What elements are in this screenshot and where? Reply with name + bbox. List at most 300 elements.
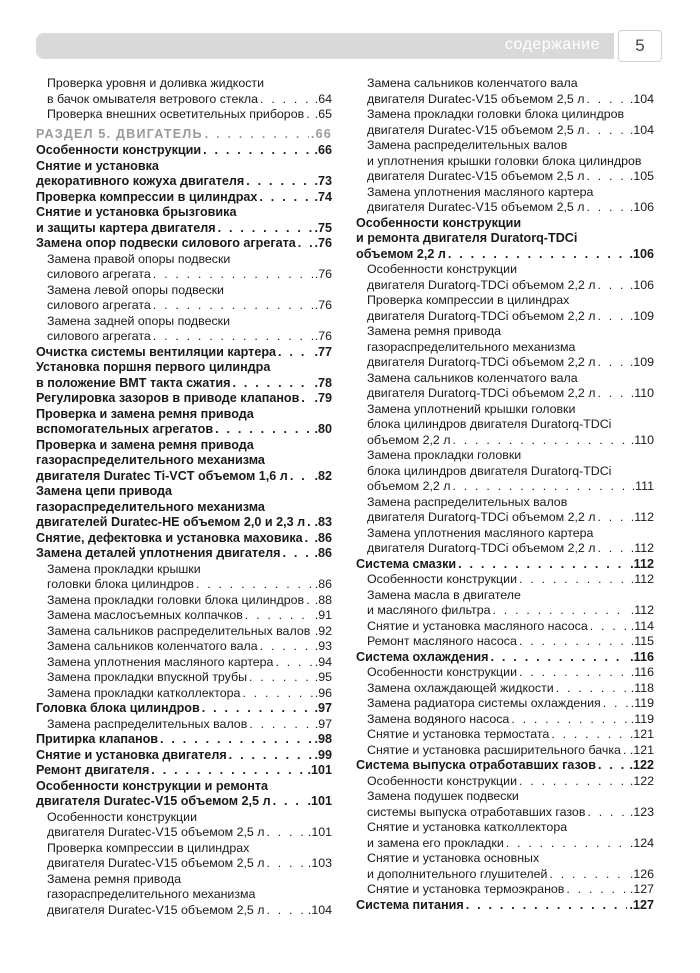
toc-entry[interactable] [36,686,332,702]
toc-entry-title: Проверка компрессии в цилиндрах [47,840,250,855]
toc-entry-title: двигателя Duratec-V15 объемом 2,5 л [47,902,265,917]
toc-page-number: .112 [630,603,654,617]
toc-page-number: .109 [629,308,654,323]
toc-entry-title: Замена распределительных валов [367,494,568,509]
toc-entry-title: Установка поршня первого цилиндра [36,360,271,374]
toc-right-column [356,76,654,913]
dot-leader [282,546,312,562]
toc-entry[interactable] [356,696,654,712]
toc-entry-line [367,882,654,898]
toc-entry-title: и замена его прокладки [367,835,504,850]
toc-entry-line [36,159,332,175]
dot-leader [260,92,313,108]
toc-entry-title: Замена маслосъемных колпачков [47,608,243,622]
dot-leader [549,867,627,883]
dot-leader [597,386,628,402]
toc-entry[interactable] [36,779,332,810]
toc-entry-title: Замена уплотнения масляного картера [47,654,274,669]
toc-entry-line [36,794,332,810]
toc-entry[interactable] [36,484,332,531]
toc-entry-line [36,531,332,547]
dot-leader [260,639,313,655]
toc-page-number: .112 [630,556,654,571]
toc-entry[interactable] [356,898,654,914]
toc-entry[interactable] [356,588,654,619]
toc-page-number: .65 [314,107,332,121]
toc-page-number: .83 [314,515,332,529]
toc-entry-title: Замена водяного насоса [367,711,510,726]
toc-entry-title: Снятие, дефектовка и установка маховика [36,530,303,545]
toc-page-number: .78 [314,375,332,390]
toc-entry-line [47,267,332,283]
dot-leader [249,717,312,733]
toc-page-number: .75 [314,220,332,235]
toc-entry-title: газораспределительного механизма [36,499,265,514]
toc-entry-title: силового агрегата [47,267,151,281]
dot-leader [519,572,629,588]
page-number: 5 [618,30,662,62]
toc-entry[interactable] [36,810,332,841]
toc-entry-title: вспомогательных агрегатов [36,422,214,436]
toc-page-number: .98 [314,732,332,746]
toc-entry[interactable] [356,448,654,495]
toc-entry-line [367,464,654,480]
toc-entry-title: Замена радиатора системы охлаждения [367,696,601,710]
toc-entry-title: Особенности конструкции [47,809,197,824]
toc-entry-title: Замена опор подвески силового агрегата [36,236,296,250]
dot-leader [597,541,628,557]
toc-entry-line [367,309,654,325]
dot-leader [246,174,312,190]
toc-entry-title: двигателя Duratorq-TDCi объемом 2,2 л [367,541,596,555]
dot-leader [519,665,629,681]
toc-entry-title: газораспределительного механизма [47,887,256,901]
toc-page-number: .76 [314,329,332,343]
toc-entry-line [367,510,654,526]
toc-entry[interactable] [356,526,654,557]
toc-entry[interactable] [36,655,332,671]
toc-entry-line [47,608,332,624]
toc-entry[interactable] [36,670,332,686]
dot-leader [275,655,312,671]
toc-entry[interactable] [356,882,654,898]
toc-page-number: .111 [631,479,654,493]
toc-page-number: .101 [307,825,332,839]
toc-entry-line [367,634,654,650]
toc-entry[interactable] [356,712,654,728]
toc-entry-line [367,92,654,108]
toc-entry-line [36,438,332,454]
toc-page-number: .99 [314,747,332,762]
toc-entry[interactable] [36,608,332,624]
toc-entry-line [356,898,654,914]
toc-entry-title: двигателя Duratorq-TDCi объемом 2,2 л [367,277,596,292]
toc-entry[interactable] [356,557,654,573]
toc-entry-line [367,727,654,743]
dot-leader [566,882,627,898]
toc-entry-title: Замена деталей уплотнения двигателя [36,546,281,560]
toc-entry[interactable] [356,371,654,402]
toc-entry-title: Снятие и установка основных [367,851,540,865]
toc-entry-title: Замена прокладки головки блока цилиндров [47,592,305,607]
toc-entry-title: силового агрегата [47,298,151,312]
toc-entry-line [47,314,332,330]
toc-entry[interactable] [356,185,654,216]
toc-page-number: .104 [629,122,654,137]
toc-entry-title: двигателя Duratec-V15 объемом 2,5 л [47,825,265,839]
toc-entry-title: двигателя Duratec-V15 объемом 2,5 л [367,169,585,183]
toc-entry[interactable] [36,391,332,407]
toc-entry-line [36,546,332,562]
toc-entry[interactable] [36,732,332,748]
toc-page-number: .86 [314,530,332,545]
toc-entry-title: газораспределительного механизма [36,453,265,467]
toc-entry[interactable] [36,314,332,345]
toc-entry[interactable] [36,159,332,190]
toc-entry-title: Снятие и установка термостата [367,727,550,741]
toc-entry-title: Система охлаждения [356,649,489,664]
toc-entry-line [36,221,332,237]
toc-entry-title: Снятие и установка катколлектора [367,820,568,834]
toc-entry-title: Замена прокладки головки блока цилиндров [367,107,625,121]
dot-leader [452,433,628,449]
toc-entry-title: Особенности конструкции [367,572,517,586]
toc-entry[interactable] [356,665,654,681]
toc-entry-title: Ремонт двигателя [36,763,150,777]
toc-entry[interactable] [356,727,654,743]
toc-entry[interactable] [36,252,332,283]
dot-leader [307,515,312,531]
toc-entry-title: Проверка компрессии в цилиндрах [36,189,258,204]
toc-page-number: .96 [314,685,332,700]
toc-entry[interactable] [36,624,332,640]
toc-entry-line [367,541,654,557]
toc-entry-line [36,391,332,407]
toc-entry[interactable] [356,743,654,759]
toc-entry[interactable] [356,619,654,635]
toc-entry-line [36,748,332,764]
toc-entry[interactable] [356,324,654,371]
toc-entry[interactable] [36,748,332,764]
toc-entry[interactable] [356,820,654,851]
toc-entry-title: Замена сальников коленчатого вала [47,639,258,653]
dot-leader [511,712,628,728]
toc-entry[interactable] [356,758,654,774]
toc-entry-line [367,572,654,588]
toc-entry-title: двигателей Duratec-HE объемом 2,0 и 2,3 л [36,515,306,529]
toc-page-number: .97 [314,701,332,715]
toc-page-number: .118 [630,680,654,695]
dot-leader [151,763,305,779]
toc-page-number: .76 [314,267,332,281]
dot-leader [586,123,627,139]
toc-entry-line [367,665,654,681]
toc-entry-line [47,298,332,314]
toc-page-number: .88 [314,592,332,607]
toc-page-number: .106 [629,246,654,261]
toc-page-number: .101 [307,763,332,777]
toc-entry-line [367,324,654,340]
dot-leader [306,593,313,609]
section-header-bar [36,33,614,59]
toc-entry-title: и защиты картера двигателя [36,220,216,235]
toc-entry[interactable] [36,205,332,236]
dot-leader [306,107,313,123]
toc-entry-line [47,856,332,872]
toc-entry[interactable] [356,851,654,882]
toc-entry-line [367,836,654,852]
toc-page-number: .106 [629,200,654,214]
toc-entry-line [367,185,654,201]
toc-entry-title: Замена прокладки крышки [47,561,201,576]
toc-entry[interactable] [36,841,332,872]
toc-entry-title: двигателя Duratorq-TDCi объемом 2,2 л [367,386,596,400]
toc-entry-line [367,820,654,836]
toc-page-number: .95 [314,670,332,684]
toc-entry-line [356,231,654,247]
toc-entry[interactable] [356,76,654,107]
toc-entry-title: Снятие и установка термоэкранов [367,882,565,896]
toc-entry-title: двигателя Duratec-V15 объемом 2,5 л [367,200,585,214]
toc-page-number: .86 [314,546,332,560]
dot-leader [506,836,628,852]
dot-leader [597,355,627,371]
toc-entry[interactable] [356,293,654,324]
toc-entry[interactable] [356,216,654,263]
toc-entry-line [47,624,332,640]
toc-page-number: .66 [314,143,332,157]
toc-entry-line [36,515,332,531]
dot-leader [491,650,629,666]
toc-entry-line [367,138,654,154]
toc-entry-line [36,763,332,779]
toc-entry-line [36,422,332,438]
dot-leader [448,247,628,263]
toc-entry[interactable] [356,262,654,293]
toc-entry-title: Проверка компрессии в цилиндрах [367,293,570,307]
toc-entry-title: газораспределительного механизма [367,339,576,354]
dot-leader [458,557,628,573]
toc-entry-line [367,123,654,139]
toc-entry-line [367,789,654,805]
toc-entry[interactable] [356,495,654,526]
toc-entry-line [36,236,332,252]
section-label: содержание [504,36,600,53]
toc-entry-title: Замена сальников коленчатого вала [367,370,578,385]
toc-entry-title: Регулировка зазоров в приводе клапанов [36,391,300,405]
toc-entry-title: Замена сальников распределительных валов [47,623,311,638]
toc-entry-title: Снятие и установка [36,158,159,173]
toc-entry-title: и дополнительного глушителей [367,866,548,881]
toc-entry[interactable] [36,717,332,733]
toc-entry-line [367,417,654,433]
toc-page-number: .97 [314,716,332,731]
toc-entry-line [47,107,332,123]
toc-entry-line [367,448,654,464]
toc-entry-line [36,484,332,500]
toc-entry-line [36,376,332,392]
dot-leader [229,748,313,764]
toc-entry[interactable] [356,138,654,185]
dot-leader [586,200,627,216]
dot-leader [290,469,313,485]
toc-entry-line [36,360,332,376]
dot-leader [153,267,313,283]
toc-entry-title: двигателя Duratec Ti-VCT объемом 1,6 л [36,468,288,483]
toc-page-number: .123 [629,804,654,819]
dot-leader [215,422,312,438]
toc-entry-line [36,345,332,361]
dot-leader [519,774,628,790]
toc-entry-line [36,701,332,717]
toc-entry-title: двигателя Duratec-V15 объемом 2,5 л [367,91,585,106]
toc-entry-title: Замена сальников коленчатого вала [367,76,578,90]
toc-entry[interactable] [36,345,332,361]
toc-entry[interactable] [36,360,332,391]
toc-entry-line [47,655,332,671]
toc-entry-line [356,216,654,232]
toc-page-number: .86 [314,577,332,591]
dot-leader [259,190,312,206]
toc-page-number: .106 [629,277,654,292]
toc-entry-line [36,190,332,206]
toc-left-column [36,76,332,918]
toc-entry-line [367,851,654,867]
toc-page-number: .66 [310,126,332,141]
toc-entry-line [356,758,654,774]
toc-entry[interactable] [356,681,654,697]
toc-page-number: .110 [630,432,654,447]
toc-entry[interactable] [36,76,332,107]
toc-entry-title: Проверка и замена ремня привода [36,437,254,452]
dot-leader [153,329,313,345]
toc-entry[interactable] [36,562,332,593]
toc-page-number: .122 [629,773,654,788]
toc-entry-line [367,774,654,790]
toc-page-number: .122 [629,758,654,772]
toc-entry-line [36,500,332,516]
toc-entry[interactable] [356,789,654,820]
toc-entry-title: Замена задней опоры подвески [47,313,231,328]
toc-entry-title: Ремонт масляного насоса [367,634,517,648]
toc-entry-line [47,841,332,857]
toc-entry-line [356,557,654,573]
dot-leader [519,634,629,650]
toc-entry[interactable] [36,763,332,779]
toc-entry-title: Замена прокладки головки [367,448,522,462]
toc-entry-title: Особенности конструкции [367,665,517,679]
toc-entry-title: Замена ремня привода [47,871,181,886]
dot-leader [273,794,306,810]
dot-leader [597,309,627,325]
toc-entry[interactable] [36,438,332,485]
toc-entry-line [367,340,654,356]
toc-entry-line [367,76,654,92]
toc-entry-title: Проверка уровня и доливка жидкости [47,76,265,90]
toc-entry-title: Снятие и установка брызговика [36,205,237,219]
dot-leader [590,619,629,635]
toc-entry-title: Замена уплотнения масляного картера [367,184,594,199]
toc-entry[interactable] [36,407,332,438]
toc-entry[interactable] [36,236,332,252]
toc-entry-line [36,174,332,190]
toc-entry[interactable] [36,107,332,123]
dot-leader [203,143,312,159]
dot-leader [205,127,309,143]
toc-entry-line [36,143,332,159]
toc-entry-line [367,867,654,883]
dot-leader [551,727,628,743]
toc-page-number: .121 [629,742,654,757]
toc-entry-line [367,371,654,387]
toc-entry[interactable] [36,639,332,655]
toc-entry[interactable] [36,283,332,314]
toc-page-number: .92 [314,623,332,638]
toc-entry[interactable] [36,143,332,159]
toc-entry-line [47,887,332,903]
toc-section-heading[interactable] [36,127,332,143]
dot-leader [301,391,312,407]
toc-entry[interactable] [356,650,654,666]
toc-entry[interactable] [36,701,332,717]
toc-entry-title: объемом 2,2 л [356,246,446,261]
toc-page-number: .119 [630,711,654,726]
toc-entry[interactable] [356,774,654,790]
toc-entry-line [47,717,332,733]
dot-leader [623,743,628,759]
toc-entry-line [367,495,654,511]
toc-entry[interactable] [36,593,332,609]
toc-entry-title: в положение ВМТ такта сжатия [36,375,231,390]
toc-entry[interactable] [356,402,654,449]
toc-entry[interactable] [356,634,654,650]
toc-page-number: .77 [314,344,332,359]
toc-entry[interactable] [356,107,654,138]
toc-entry-title: Замена прокладки катколлектора [47,685,241,700]
toc-entry-title: объемом 2,2 л [367,479,451,493]
toc-entry-title: Замена левой опоры подвески [47,282,224,297]
toc-entry-title: Особенности конструкции [36,143,202,157]
toc-entry-title: Замена уплотнения масляного картера [367,525,594,540]
toc-page-number: .76 [314,298,332,312]
toc-entry[interactable] [36,546,332,562]
toc-page-number: .116 [630,665,654,679]
toc-entry-line [367,743,654,759]
toc-entry-title: Особенности конструкции [367,773,517,788]
toc-entry[interactable] [356,572,654,588]
dot-leader [305,531,313,547]
toc-page-number: .112 [630,510,654,524]
toc-entry-line [36,205,332,221]
toc-page-number: .104 [629,91,654,106]
toc-entry[interactable] [36,531,332,547]
toc-entry-title: двигателя Duratec-V15 объемом 2,5 л [367,122,585,137]
dot-leader [249,670,313,686]
dot-leader [266,856,305,872]
toc-entry-title: силового агрегата [47,329,151,343]
dot-leader [278,345,312,361]
toc-entry-line [367,619,654,635]
dot-leader [586,169,627,185]
toc-entry[interactable] [36,190,332,206]
toc-entry-title: Замена правой опоры подвески [47,251,231,266]
toc-page-number: .104 [307,902,332,917]
toc-entry-title: блока цилиндров двигателя Duratorq-TDCi [367,417,612,431]
dot-leader [266,903,305,919]
toc-entry-title: декоративного кожуха двигателя [36,174,245,188]
toc-entry-title: блока цилиндров двигателя Duratorq-TDCi [367,463,612,478]
toc-entry[interactable] [36,872,332,919]
